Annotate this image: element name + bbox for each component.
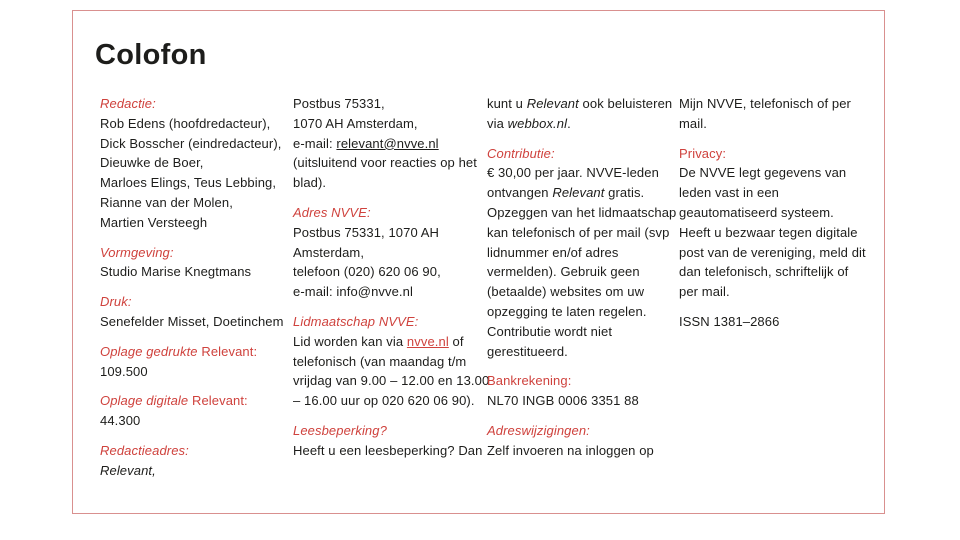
section-heading: Adreswijzigingen: — [487, 422, 590, 438]
text-line — [293, 391, 479, 411]
section-heading: Contributie: — [487, 145, 555, 161]
text-line — [487, 342, 673, 362]
colophon-section — [487, 371, 673, 411]
colophon-section — [293, 203, 479, 302]
text-line — [100, 461, 286, 481]
text-line — [487, 441, 673, 461]
text-line — [100, 173, 286, 193]
text-line — [679, 183, 865, 203]
text-line — [487, 322, 673, 342]
colophon-column-3 — [487, 94, 677, 471]
text-line — [100, 411, 286, 431]
text-run: € 30,00 per jaar. NVVE-leden — [487, 165, 659, 181]
text-line — [100, 312, 286, 332]
text-run: telefonisch (van maandag t/m — [293, 353, 467, 369]
colophon-section — [100, 391, 286, 431]
text-run: dan telefonisch, schriftelijk of — [679, 264, 849, 280]
text-run: geautomatiseerd systeem. — [679, 204, 834, 220]
text-run: ISSN 1381–2866 — [679, 313, 780, 329]
text-line — [293, 312, 479, 332]
text-line — [293, 94, 479, 114]
colophon-section — [100, 94, 286, 233]
text-run: e-mail: — [293, 135, 337, 151]
text-run: Dick Bosscher (eindredacteur), — [100, 135, 282, 151]
text-run: gerestitueerd. — [487, 343, 568, 359]
text-line — [487, 203, 677, 223]
text-line — [487, 302, 673, 322]
text-run: kan telefonisch of per mail (svp — [487, 224, 670, 240]
text-line — [100, 342, 286, 362]
text-line — [100, 134, 286, 154]
text-run: blad). — [293, 175, 327, 191]
text-run: 109.500 — [100, 363, 148, 379]
text-line — [487, 282, 673, 302]
text-line — [293, 371, 490, 391]
text-run: Marloes Elings, Teus Lebbing, — [100, 175, 277, 191]
colophon-column-1 — [100, 94, 286, 491]
text-run: Rob Edens (hoofdredacteur), — [100, 115, 271, 131]
colophon-section — [487, 421, 673, 461]
text-line — [679, 243, 865, 263]
text-run: ook beluisteren — [578, 96, 673, 111]
text-line — [679, 203, 865, 223]
text-line — [487, 94, 673, 114]
text-run: post van de vereniging, meld dit — [679, 244, 866, 260]
section-heading: Leesbeperking? — [293, 422, 387, 438]
text-run: Lid worden kan via — [293, 333, 407, 349]
text-line — [100, 362, 286, 382]
text-line — [487, 371, 673, 391]
text-line — [293, 173, 479, 193]
text-run: gratis. — [604, 185, 645, 201]
text-run: Zelf invoeren na inloggen op — [487, 442, 654, 458]
text-run: . — [567, 115, 571, 131]
section-heading: Lidmaatschap NVVE: — [293, 313, 419, 329]
text-run: Senefelder Misset, Doetinchem — [100, 313, 284, 329]
colophon-column-4 — [679, 94, 865, 342]
colophon-section — [100, 243, 286, 283]
text-line — [487, 183, 673, 203]
text-line — [293, 262, 479, 282]
text-line — [679, 114, 865, 134]
text-run: via — [487, 115, 508, 131]
text-line — [679, 144, 865, 164]
text-run: 1070 AH Amsterdam, — [293, 115, 418, 131]
text-run: webbox.nl — [507, 115, 568, 131]
section-heading: Adres NVVE: — [293, 204, 371, 220]
text-line — [100, 193, 286, 213]
text-run: opzegging te laten regelen. — [487, 303, 647, 319]
colophon-section — [487, 144, 677, 362]
colophon-section — [487, 94, 673, 134]
text-line — [293, 223, 479, 243]
text-line — [487, 243, 673, 263]
section-heading: Oplage gedrukte — [100, 343, 202, 359]
text-run: Postbus 75331, 1070 AH — [293, 224, 440, 240]
text-run: vrijdag van 9.00 – 12.00 en 13.00 — [293, 373, 490, 389]
section-heading: Relevant: — [191, 393, 248, 409]
text-line — [293, 282, 479, 302]
text-line — [293, 332, 479, 352]
section-heading: Oplage digitale — [100, 393, 192, 409]
text-line — [487, 144, 673, 164]
text-line — [679, 223, 865, 243]
colophon-section — [100, 441, 286, 481]
text-run: (uitsluitend voor reacties op het — [293, 155, 477, 171]
text-line — [293, 352, 479, 372]
text-line — [293, 114, 479, 134]
text-line — [487, 223, 673, 243]
text-line — [293, 134, 479, 154]
section-heading: Redactieadres: — [100, 442, 189, 458]
text-run: lidnummer en/of adres — [487, 244, 619, 260]
text-run: Mijn NVVE, telefonisch of per — [679, 96, 851, 111]
text-line — [100, 94, 286, 114]
text-run: – 16.00 uur op 020 620 06 90). — [293, 393, 475, 409]
text-line — [100, 262, 286, 282]
text-line — [293, 203, 479, 223]
text-line — [487, 391, 673, 411]
text-run: Amsterdam, — [293, 244, 365, 260]
text-line — [679, 312, 865, 332]
colophon-section — [679, 312, 865, 332]
colophon-column-2 — [293, 94, 490, 471]
text-run: Relevant — [552, 185, 605, 201]
section-heading: Bankrekening: — [487, 373, 572, 389]
text-run: Heeft u een leesbeperking? Dan — [293, 442, 483, 458]
text-line — [293, 243, 479, 263]
text-line — [679, 94, 865, 114]
text-run: ontvangen — [487, 185, 553, 201]
text-line — [100, 391, 286, 411]
text-run: De NVVE legt gegevens van — [679, 165, 847, 181]
section-heading: Privacy: — [679, 145, 727, 161]
text-line — [100, 292, 286, 312]
text-line — [679, 163, 865, 183]
colophon-section — [100, 292, 286, 332]
text-run: kunt u — [487, 96, 527, 111]
text-line — [293, 441, 483, 461]
text-line — [487, 421, 673, 441]
text-line — [679, 282, 865, 302]
text-run: leden vast in een — [679, 185, 779, 201]
section-heading: Vormgeving: — [100, 244, 174, 260]
text-run: Postbus 75331, — [293, 96, 385, 111]
text-run: e-mail: info@nvve.nl — [293, 284, 413, 300]
text-run: Rianne van der Molen, — [100, 194, 233, 210]
text-run: Studio Marise Knegtmans — [100, 264, 252, 280]
text-run: Martien Versteegh — [100, 214, 208, 230]
text-run: Heeft u bezwaar tegen digitale — [679, 224, 858, 240]
text-run: NL70 INGB 0006 3351 88 — [487, 393, 639, 409]
text-line — [100, 441, 286, 461]
relevant-email-link[interactable]: relevant@nvve.nl — [336, 135, 439, 151]
page-title: Colofon — [95, 39, 207, 72]
text-line — [100, 243, 286, 263]
text-run: Opzeggen van het lidmaatschap — [487, 204, 677, 220]
text-run: 44.300 — [100, 413, 141, 429]
text-run: telefoon (020) 620 06 90, — [293, 264, 441, 280]
text-run: Contributie wordt niet — [487, 323, 613, 339]
text-line — [100, 153, 286, 173]
text-run: (betaalde) websites om uw — [487, 284, 645, 300]
colophon-section — [679, 144, 865, 302]
colophon-section — [100, 342, 286, 382]
text-run: Relevant — [526, 96, 579, 111]
section-heading: Relevant: — [201, 343, 258, 359]
section-heading: Redactie: — [100, 96, 156, 111]
text-line — [293, 421, 479, 441]
text-line — [679, 262, 865, 282]
text-line — [487, 114, 673, 134]
text-run: Dieuwke de Boer, — [100, 155, 204, 171]
colophon-section — [293, 94, 479, 193]
nvve-website-link[interactable]: nvve.nl — [406, 333, 449, 349]
text-run: of — [448, 333, 464, 349]
text-run: mail. — [679, 115, 707, 131]
text-line — [100, 213, 286, 233]
text-line — [487, 262, 673, 282]
text-line — [293, 153, 479, 173]
colophon-section — [293, 421, 483, 461]
section-heading: Druk: — [100, 294, 132, 310]
text-line — [487, 163, 673, 183]
text-run: vermelden). Gebruik geen — [487, 264, 640, 280]
colophon-section — [293, 312, 490, 411]
text-run: Relevant, — [100, 462, 156, 478]
colophon-section — [679, 94, 865, 134]
text-run: per mail. — [679, 284, 730, 300]
text-line — [100, 114, 286, 134]
